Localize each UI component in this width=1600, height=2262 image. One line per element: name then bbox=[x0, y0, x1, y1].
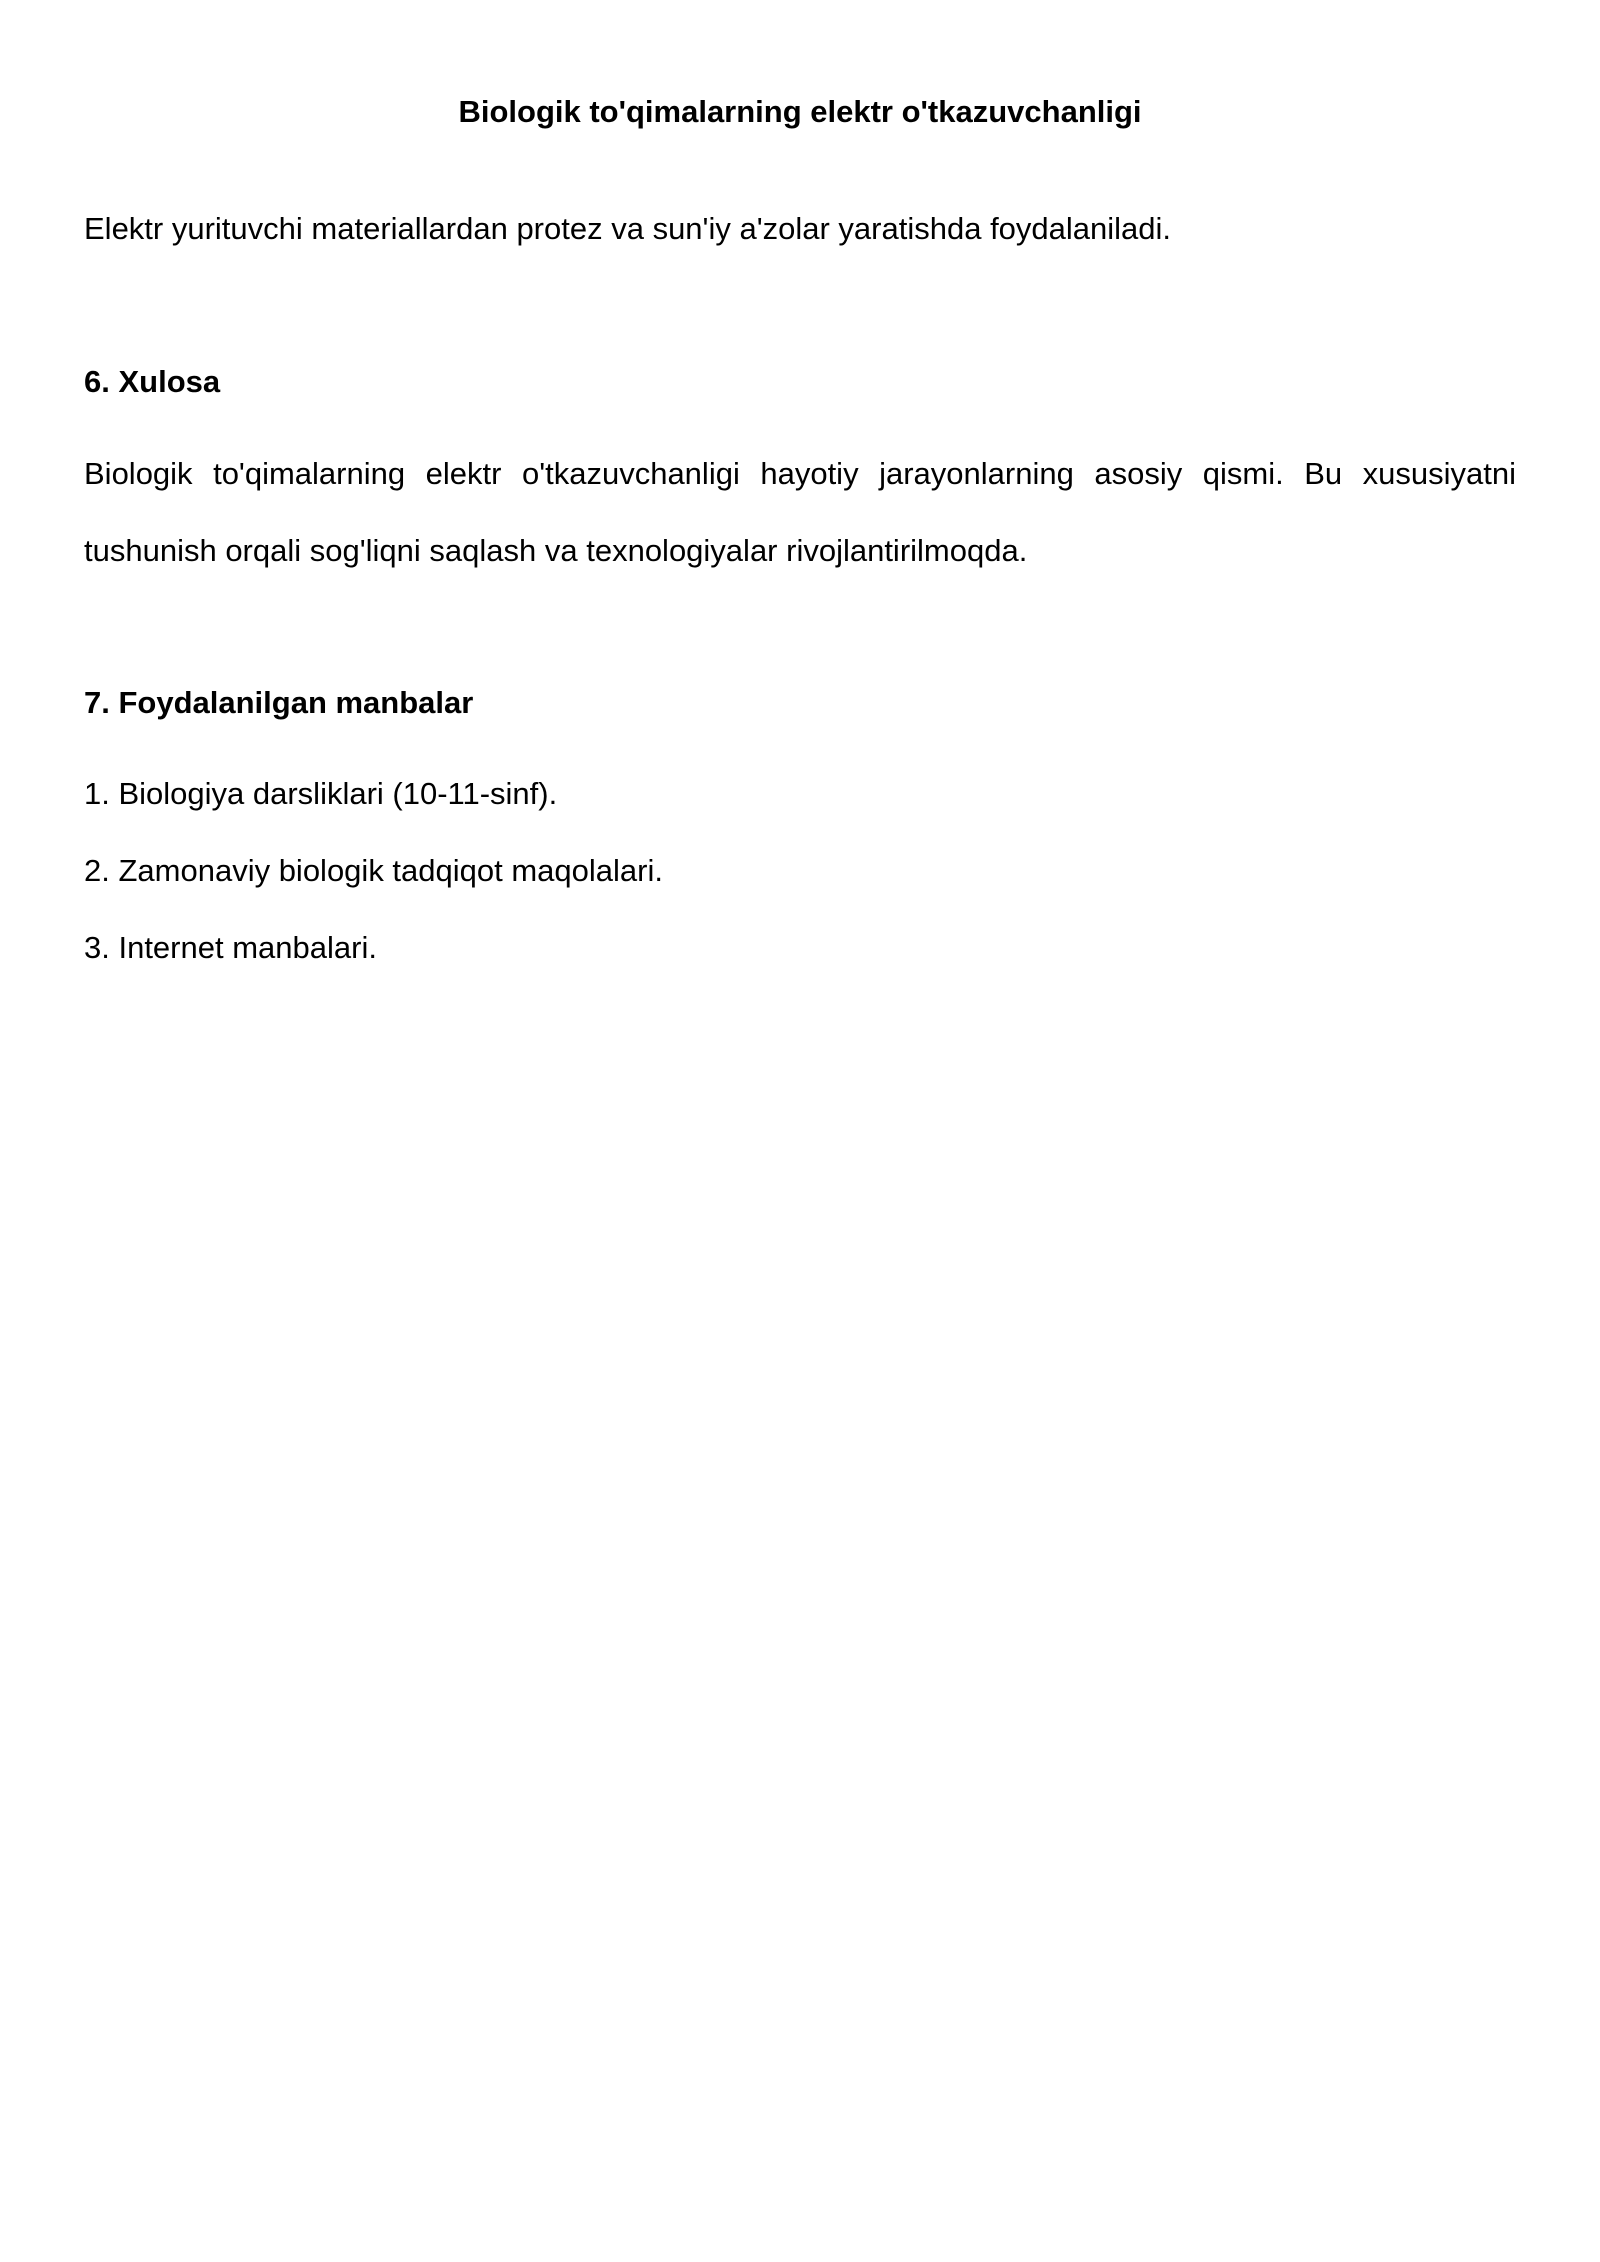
sources-list bbox=[84, 755, 1516, 986]
sources-list-item: 2. Zamonaviy biologik tadqiqot maqolalari. bbox=[84, 853, 663, 888]
sources-list-item: 3. Internet manbalari. bbox=[84, 930, 377, 965]
intro-paragraph: Elektr yurituvchi materiallardan protez va sun'iy a'zolar yaratishda foydalaniladi. bbox=[84, 211, 1172, 246]
section-heading-conclusion: 6. Xulosa bbox=[84, 364, 221, 399]
sources-list-item: 1. Biologiya darsliklari (10-11-sinf). bbox=[84, 776, 558, 811]
conclusion-paragraph: Biologik to'qimalarning elektr o'tkazuvchanligi hayotiy jarayonlarning asosiy qismi. Bu xususiyatni tushunish orqali sog'liqni saqlash va texnologiyalar rivojlantirilmoqda. bbox=[84, 456, 1516, 568]
section-heading-sources: 7. Foydalanilgan manbalar bbox=[84, 685, 474, 720]
document-title: Biologik to'qimalarning elektr o'tkazuvchanligi bbox=[458, 94, 1142, 129]
